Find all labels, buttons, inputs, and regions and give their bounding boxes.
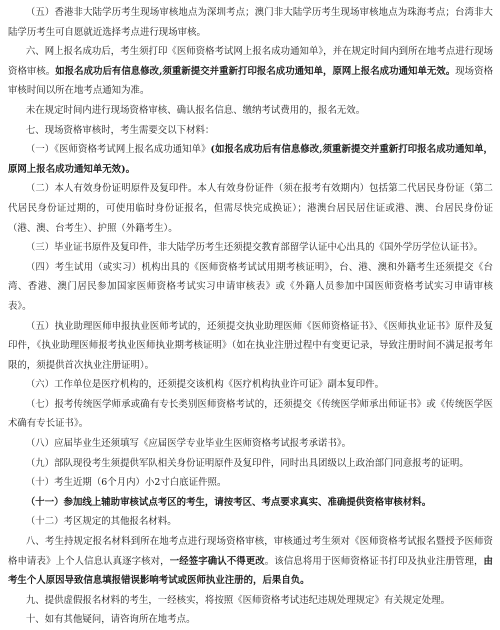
bold-text-run: 如报名成功后有信息修改,须重新提交并重新打印报名成功通知单，原网上报名成功通知单无效。 <box>55 65 456 77</box>
list-item <box>8 493 493 513</box>
section-heading <box>8 121 493 141</box>
list-item <box>8 238 493 258</box>
text-run: 十、如有其他疑问，请咨询所在地考点。 <box>25 614 196 626</box>
text-run: 未在规定时间内进行现场资格审核、确认报名信息、缴纳考试费用的，报名无效。 <box>25 104 366 116</box>
text-run: （五）香港非大陆学历考生现场审核地点为深圳考点；澳门非大陆学历考生现场审核地点为珠海考点；台湾非大陆学历考生可自愿就近选择考点进行现场审核。 <box>8 7 493 38</box>
text-run: 。该信息将用于医师资格证书打印及执业注册管理， <box>264 555 484 567</box>
text-run: （九）部队现役考生须提供军队相关身份证明原件及复印件，同时出具团级以上政治部门同意报考的证明。 <box>25 457 469 469</box>
list-item <box>8 395 493 434</box>
text-run: （八）应届毕业生还须填写《应届医学专业毕业生医师资格考试报考承诺书》。 <box>25 438 352 450</box>
text-run: （五）执业助理医师申报执业医师考试的，还须提交执业助理医师《医师资格证书》、《医师执业证书》原件及复印件，《执业助理医师报考执业医师执业期考核证明》（如在执业注册过程中有变更记录，导致注册时间不满足报考年限的，须提供首次执业注册证明）。 <box>8 320 493 371</box>
bold-text-run: 一经签字确认不得更改 <box>169 555 265 567</box>
text-run: （十）考生近期（6个月内）小2寸白底证件照。 <box>25 477 227 489</box>
text-run: （十二）考区规定的其他报名材料。 <box>25 516 177 528</box>
bold-text-run: 由考生个人原因导致信息填报错误影响考试或医师执业注册的，后果自负。 <box>8 555 493 587</box>
text-run: （六）工作单位是医疗机构的，还须提交该机构《医疗机构执业许可证》副本复印件。 <box>25 379 385 391</box>
text-run: （七）报考传统医学师承或确有专长类别医师资格考试的，还须提交《传统医学师承出师证书》或《传统医学医术确有专长证书》。 <box>8 398 493 430</box>
paragraph <box>8 101 493 121</box>
text-run: 八、考生持规定报名材料到所在地考点进行现场资格审核，审核通过考生须对《医师资格考试报名暨授予医师资格申请表》上个人信息认真逐字核对， <box>8 536 493 567</box>
text-run: （四）考生试用（或实习）机构出具的《医师资格考试试用期考核证明》，台、港、澳和外籍考生还须提交《台湾、香港、澳门居民参加国家医师资格考试实习申请审核表》或《外籍人员参加中国医师资格考试实习申请审核表》。 <box>8 261 493 312</box>
list-item <box>8 454 493 474</box>
list-item <box>8 258 493 317</box>
text-run: 七、现场资格审核时，考生需要交以下材料： <box>25 124 215 136</box>
list-item <box>8 473 493 493</box>
list-item <box>8 512 493 532</box>
text-run: （一）《医师资格考试网上报名成功通知单》 <box>25 144 211 156</box>
list-item <box>8 140 493 179</box>
text-run: （三）毕业证书原件及复印件，非大陆学历考生还须提交教育部留学认证中心出具的《国外学历学位认证书》。 <box>25 242 483 254</box>
paragraph <box>8 3 493 42</box>
text-run: 六、网上报名成功后，考生须打印《医师资格考试网上报名成功通知单》，并在规定时间内到所在地考点进行现场资格审核。 <box>8 46 493 77</box>
list-item <box>8 179 493 238</box>
text-run: （二）本人有效身份证明原件及复印件。本人有效身份证件（须在报考有效期内）包括第二代居民身份证（第二代居民身份证过期的，可使用临时身份证报名，但需尽快完成换证）；港澳台居民居住证或港、澳、台居民身份证（港、澳、台考生）、护照（外籍考生）。 <box>8 183 493 234</box>
paragraph <box>8 42 493 101</box>
list-item <box>8 317 493 376</box>
paragraph <box>8 532 493 591</box>
list-item <box>8 434 493 454</box>
bold-text-run: （十一）参加线上辅助审核试点考区的考生，请按考区、考点要求真实、准确提供资格审核材料。 <box>25 496 432 508</box>
text-run: 现场资格审核时间以所在地考点通知为准。 <box>8 65 493 97</box>
paragraph <box>8 610 493 630</box>
text-run: 九、提供虚假报名材料的考生，一经核实，将按照《医师资格考试违纪违规处理规定》有关规定处理。 <box>25 594 450 606</box>
bold-text-run: (如报名成功后有信息修改,须重新提交并重新打印报名成功通知单，原网上报名成功通知单无效)。 <box>8 144 493 175</box>
paragraph <box>8 591 493 611</box>
list-item <box>8 375 493 395</box>
